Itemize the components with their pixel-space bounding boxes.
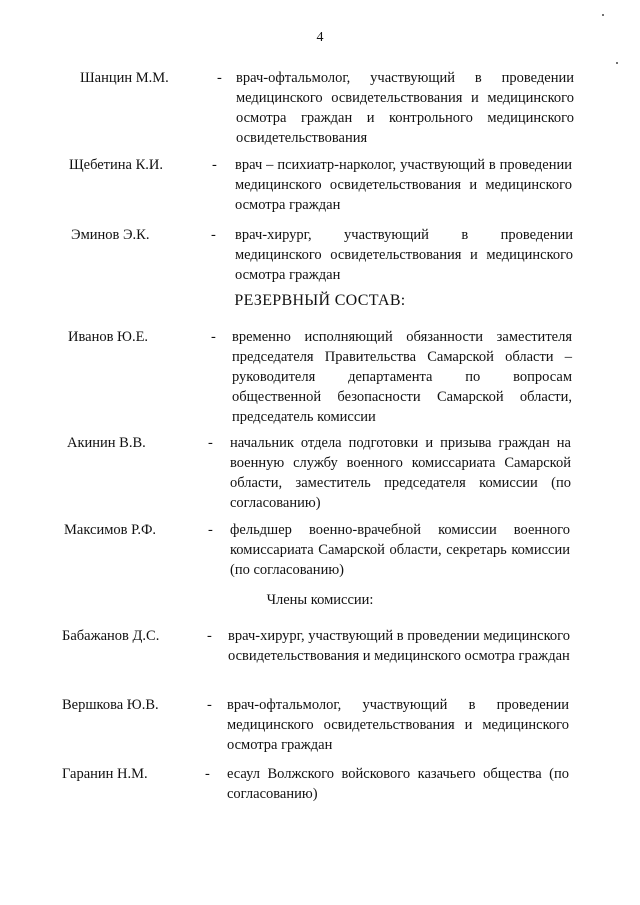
dash-separator: - <box>208 435 213 451</box>
member-name: Максимов Р.Ф. <box>64 522 157 538</box>
member-role: врач-хирург, участвующий в проведении медицинского освидетельствования и медицинского осмотра граждан <box>235 227 573 283</box>
member-role: есаул Волжского войскового казачьего общества (по согласованию) <box>227 766 569 802</box>
dash-separator: - <box>217 70 222 86</box>
dash-separator: - <box>212 157 217 173</box>
member-role: начальник отдела подготовки и призыва граждан на военную службу военного комиссариата Самарской области, заместитель председателя комиссии (по согласованию) <box>230 435 571 511</box>
member-role: фельдшер военно-врачебной комиссии военного комиссариата Самарской области, секретарь комиссии (по согласованию) <box>230 522 570 578</box>
member-role: врач-офтальмолог, участвующий в проведении медицинского освидетельствования и медицинского осмотра граждан и контрольного медицинского освидетельствования <box>236 70 574 146</box>
dash-separator: - <box>208 522 213 538</box>
member-role: временно исполняющий обязанности заместителя председателя Правительства Самарской области – руководителя департамента по вопросам общественной безопасности Самарской области, председатель комиссии <box>232 329 572 425</box>
member-role: врач-офтальмолог, участвующий в проведении медицинского освидетельствования и медицинского осмотра граждан <box>227 697 569 753</box>
member-name: Иванов Ю.Е. <box>68 329 149 345</box>
member-name: Шанцин М.М. <box>80 70 169 86</box>
dash-separator: - <box>211 227 216 243</box>
dash-separator: - <box>205 766 210 782</box>
dash-separator: - <box>207 697 212 713</box>
section-heading-members: Члены комиссии: <box>266 592 374 608</box>
dash-separator: - <box>207 628 212 644</box>
dash-separator: - <box>211 329 216 345</box>
scan-speck <box>602 14 604 16</box>
section-heading-reserve: РЕЗЕРВНЫЙ СОСТАВ: <box>234 292 406 309</box>
member-role: врач-хирург, участвующий в проведении медицинского освидетельствования и медицинского осмотра граждан <box>228 628 570 664</box>
member-name: Гаранин Н.М. <box>62 766 148 782</box>
member-name: Акинин В.В. <box>67 435 146 451</box>
page-number: 4 <box>316 30 324 45</box>
member-name: Щебетина К.И. <box>69 157 163 173</box>
member-name: Бабажанов Д.С. <box>62 628 160 644</box>
member-role: врач – психиатр-нарколог, участвующий в проведении медицинского освидетельствования и медицинского осмотра граждан <box>235 157 572 213</box>
scan-speck <box>616 62 618 64</box>
member-name: Вершкова Ю.В. <box>62 697 159 713</box>
member-name: Эминов Э.К. <box>71 227 150 243</box>
